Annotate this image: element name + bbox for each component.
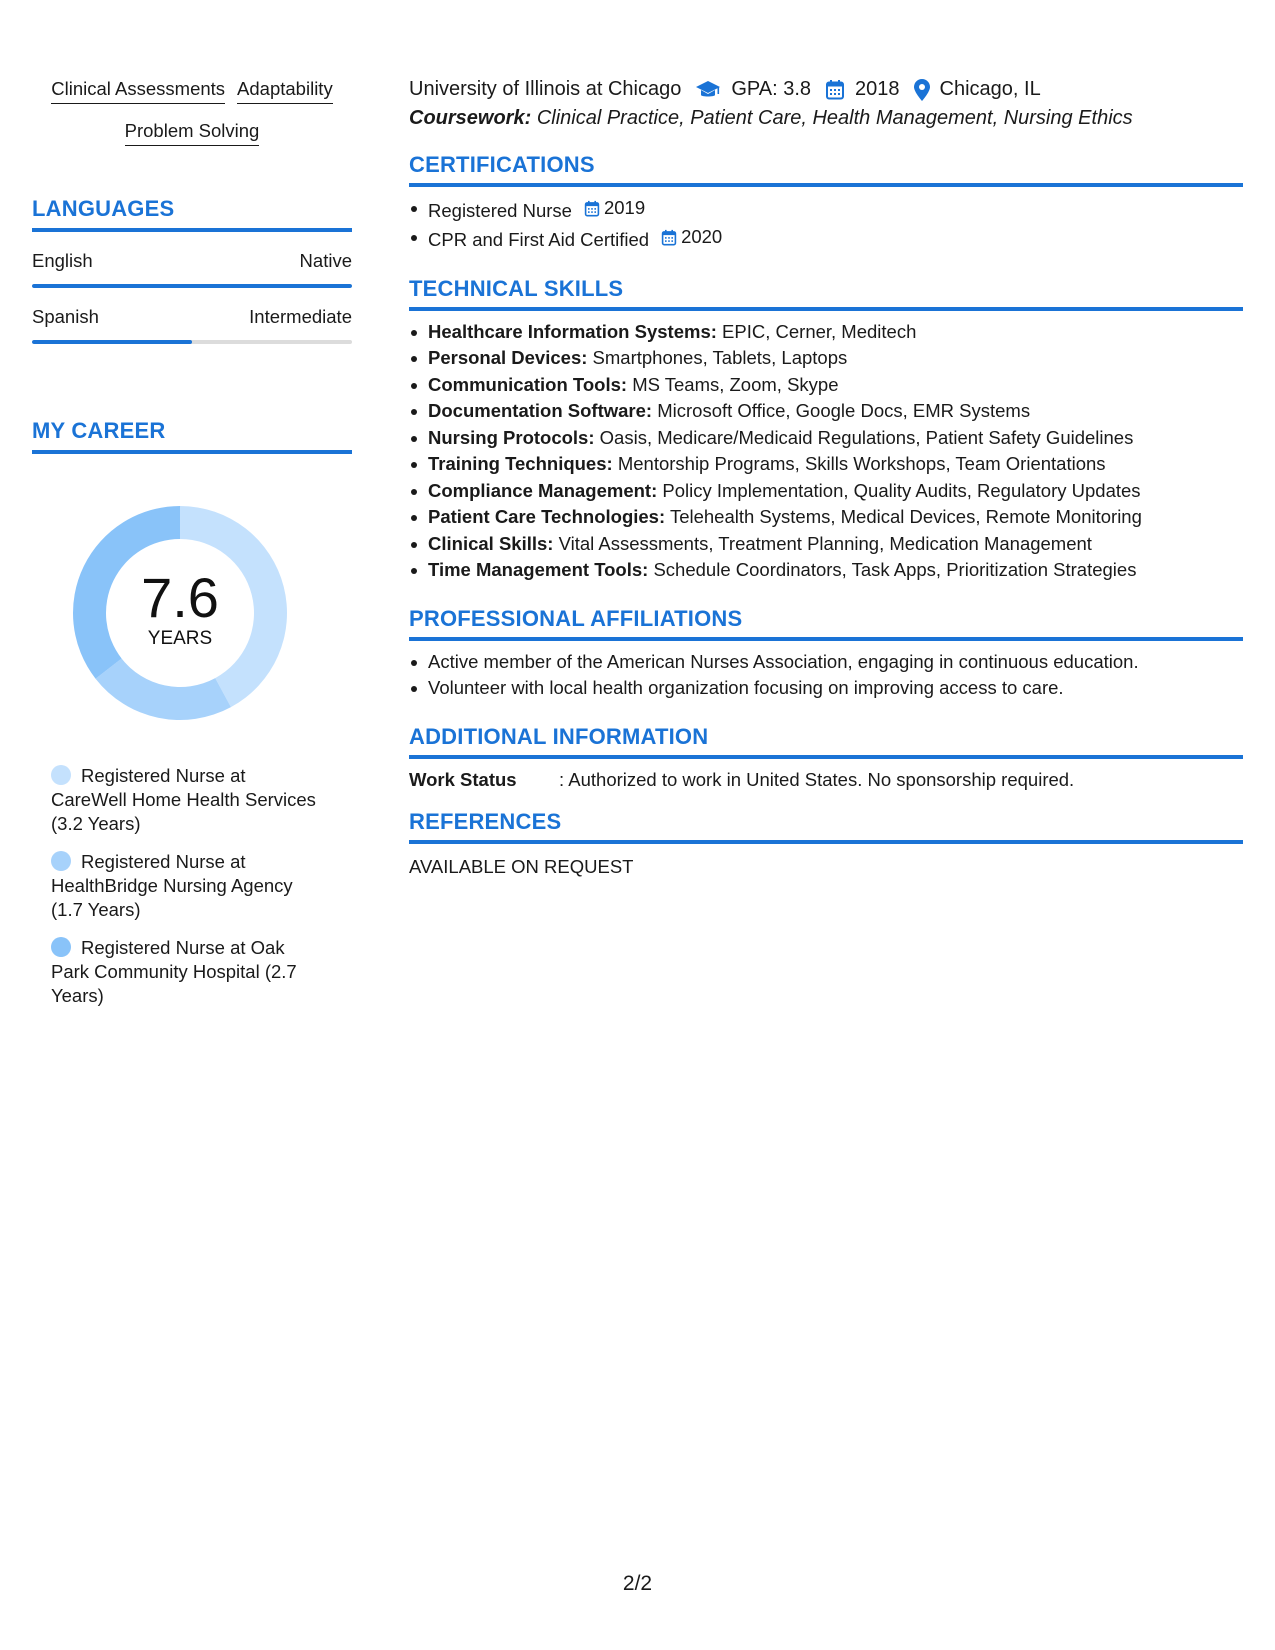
affiliations-title: PROFESSIONAL AFFILIATIONS <box>409 606 1243 641</box>
additional-info-title: ADDITIONAL INFORMATION <box>409 724 1243 759</box>
technical-skill-item <box>409 319 1243 346</box>
graduation-cap-icon <box>695 80 721 100</box>
legend-item <box>51 850 321 922</box>
work-status-label: Work Status <box>409 768 517 790</box>
career-total <box>65 498 295 728</box>
legend-dot <box>51 765 71 785</box>
skill-category: Compliance Management: <box>428 479 658 501</box>
certifications-title: CERTIFICATIONS <box>409 152 1243 187</box>
school-location: Chicago, IL <box>939 78 1041 100</box>
skill-category: Patient Care Technologies: <box>428 506 666 527</box>
languages-title: LANGUAGES <box>32 196 352 232</box>
location-pin-icon <box>914 79 930 101</box>
career-donut <box>65 498 295 728</box>
skill-values: Policy Implementation, Quality Audits, Regulatory Updates <box>662 479 1141 501</box>
skill-category: Time Management Tools: <box>428 559 649 580</box>
affiliation-item: Active member of the American Nurses Association, engaging in continuous education. <box>409 649 1243 676</box>
skill-category: Training Techniques: <box>428 453 613 474</box>
skill-values: Smartphones, Tablets, Laptops <box>592 347 848 368</box>
references-title: REFERENCES <box>409 809 1243 844</box>
language-item <box>32 306 352 344</box>
legend-item <box>51 936 321 1008</box>
technical-skill-item <box>409 451 1243 478</box>
skill-category: Personal Devices: <box>428 347 588 368</box>
coursework-label: Coursework: <box>409 107 532 129</box>
skill-category: Healthcare Information Systems: <box>428 320 717 342</box>
skill-values: Oasis, Medicare/Medicaid Regulations, Patient Safety Guidelines <box>599 426 1134 448</box>
career-section <box>32 418 352 1008</box>
skill-values: Telehealth Systems, Medical Devices, Remote Monitoring <box>669 506 1142 527</box>
technical-skill-item <box>409 557 1243 584</box>
language-name: Spanish <box>32 306 99 328</box>
skill-values: Schedule Coordinators, Task Apps, Prioritization Strategies <box>653 559 1137 580</box>
skill-category: Communication Tools: <box>428 373 628 395</box>
skill-category: Documentation Software: <box>428 400 653 421</box>
left-column <box>32 78 352 1022</box>
skill-tag: Problem Solving <box>125 120 260 146</box>
technical-skills-title: TECHNICAL SKILLS <box>409 276 1243 311</box>
right-column <box>409 78 1243 878</box>
certification-name: Registered Nurse <box>428 199 572 221</box>
language-proficiency-bar <box>32 340 352 344</box>
technical-skills-section <box>409 276 1243 584</box>
legend-label: Registered Nurse at CareWell Home Health Services (3.2 Years) <box>51 765 316 835</box>
coursework <box>409 107 1243 130</box>
legend-label: Registered Nurse at HealthBridge Nursing Agency (1.7 Years) <box>51 851 293 921</box>
career-total-unit: YEARS <box>147 628 213 650</box>
technical-skill-item <box>409 398 1243 425</box>
technical-skill-item <box>409 531 1243 558</box>
additional-info-section <box>409 724 1243 791</box>
career-title: MY CAREER <box>32 418 352 454</box>
technical-skill-item <box>409 504 1243 531</box>
skill-tag: Clinical Assessments <box>51 78 225 104</box>
work-status-value: : Authorized to work in United States. No sponsorship required. <box>559 768 1075 790</box>
certification-year: 2019 <box>603 197 646 218</box>
certification-item <box>409 195 1243 224</box>
career-total-years: 7.6 <box>141 566 219 630</box>
language-proficiency-bar <box>32 284 352 288</box>
calendar-icon <box>825 79 845 100</box>
technical-skill-item <box>409 345 1243 372</box>
language-proficiency-fill <box>32 340 192 344</box>
references-text: AVAILABLE ON REQUEST <box>409 855 634 877</box>
languages-section <box>32 196 352 344</box>
skill-values: EPIC, Cerner, Meditech <box>722 320 917 342</box>
school-name: University of Illinois at Chicago <box>409 78 682 100</box>
affiliation-item: Volunteer with local health organization focusing on improving access to care. <box>409 675 1243 702</box>
calendar-icon <box>584 200 600 217</box>
page-number: 2/2 <box>622 1572 653 1595</box>
certifications-section <box>409 152 1243 254</box>
coursework-list: Clinical Practice, Patient Care, Health Management, Nursing Ethics <box>536 107 1133 129</box>
language-proficiency-fill <box>32 284 352 288</box>
legend-item <box>51 764 321 836</box>
skills-tags <box>32 78 352 162</box>
gpa: GPA: 3.8 <box>731 78 812 100</box>
legend-label: Registered Nurse at Oak Park Community Hospital (2.7 Years) <box>51 937 297 1007</box>
skill-tag: Adaptability <box>237 78 333 104</box>
education-line <box>409 78 1243 101</box>
affiliations-section <box>409 606 1243 702</box>
skill-values: Vital Assessments, Treatment Planning, Medication Management <box>558 532 1092 554</box>
certification-year: 2020 <box>681 226 723 248</box>
language-name: English <box>32 250 93 272</box>
skill-values: MS Teams, Zoom, Skype <box>632 373 839 395</box>
certification-name: CPR and First Aid Certified <box>428 229 650 250</box>
technical-skill-item <box>409 425 1243 452</box>
skill-values: Mentorship Programs, Skills Workshops, Team Orientations <box>617 453 1106 474</box>
skill-values: Microsoft Office, Google Docs, EMR Systems <box>657 400 1031 421</box>
language-item <box>32 250 352 288</box>
legend-dot <box>51 937 71 957</box>
graduation-year: 2018 <box>855 78 900 100</box>
work-status <box>409 769 1243 791</box>
skill-category: Nursing Protocols: <box>428 426 595 448</box>
calendar-icon <box>661 229 677 246</box>
technical-skill-item <box>409 372 1243 399</box>
certification-item <box>409 224 1243 253</box>
language-level: Intermediate <box>249 306 352 328</box>
skill-category: Clinical Skills: <box>428 532 554 554</box>
legend-dot <box>51 851 71 871</box>
technical-skill-item <box>409 478 1243 505</box>
references-section <box>409 809 1243 878</box>
career-legend <box>51 764 321 1008</box>
language-level: Native <box>299 250 352 272</box>
